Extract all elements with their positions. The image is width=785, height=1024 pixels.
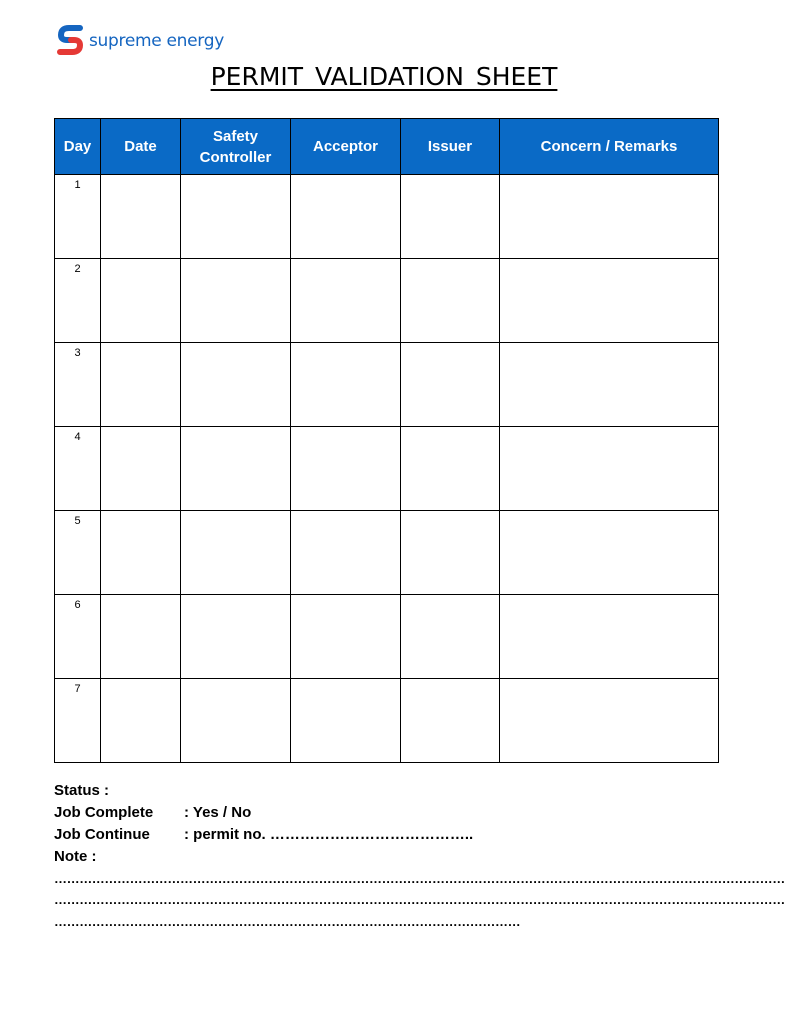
- company-logo: [53, 22, 224, 58]
- safety-controller-cell[interactable]: [181, 259, 291, 343]
- acceptor-cell[interactable]: [291, 595, 401, 679]
- issuer-cell[interactable]: [401, 679, 500, 763]
- table-header-row: [55, 119, 719, 175]
- date-cell[interactable]: [101, 343, 181, 427]
- acceptor-cell[interactable]: [291, 259, 401, 343]
- day-number-cell: 1: [55, 175, 101, 259]
- safety-controller-cell[interactable]: [181, 595, 291, 679]
- table-row: [55, 679, 719, 763]
- table-row: [55, 427, 719, 511]
- day-number-cell: 2: [55, 259, 101, 343]
- table-row: [55, 595, 719, 679]
- permit-validation-table: [54, 118, 719, 763]
- issuer-cell[interactable]: [401, 175, 500, 259]
- acceptor-cell[interactable]: [291, 343, 401, 427]
- column-header-concern-remarks: Concern / Remarks: [500, 119, 719, 175]
- safety-controller-cell[interactable]: [181, 343, 291, 427]
- note-line-2[interactable]: …………………………………………………………………………………………………………………………………………………………: [54, 892, 785, 907]
- day-number-cell: 3: [55, 343, 101, 427]
- date-cell[interactable]: [101, 175, 181, 259]
- job-continue-label: Job Continue: [54, 826, 150, 843]
- acceptor-cell[interactable]: [291, 679, 401, 763]
- date-cell[interactable]: [101, 511, 181, 595]
- remarks-cell[interactable]: [500, 595, 719, 679]
- issuer-cell[interactable]: [401, 427, 500, 511]
- table-row: [55, 259, 719, 343]
- table-row: [55, 343, 719, 427]
- column-header-day: Day: [55, 119, 101, 175]
- issuer-cell[interactable]: [401, 343, 500, 427]
- remarks-cell[interactable]: [500, 175, 719, 259]
- table-row: [55, 511, 719, 595]
- remarks-cell[interactable]: [500, 679, 719, 763]
- column-header-safety-controller: Safety Controller: [181, 119, 291, 175]
- safety-controller-cell[interactable]: [181, 679, 291, 763]
- note-line-1[interactable]: …………………………………………………………………………………………………………………………………………………………: [54, 871, 785, 886]
- issuer-cell[interactable]: [401, 595, 500, 679]
- job-continue-value: : permit no. …………………………………..: [184, 826, 474, 843]
- page-title: PERMIT VALIDATION SHEET: [210, 62, 558, 91]
- remarks-cell[interactable]: [500, 427, 719, 511]
- date-cell[interactable]: [101, 679, 181, 763]
- day-number-cell: 4: [55, 427, 101, 511]
- date-cell[interactable]: [101, 259, 181, 343]
- brand-name: supreme energy: [89, 31, 224, 51]
- remarks-cell[interactable]: [500, 259, 719, 343]
- day-number-cell: 5: [55, 511, 101, 595]
- date-cell[interactable]: [101, 595, 181, 679]
- day-number-cell: 7: [55, 679, 101, 763]
- acceptor-cell[interactable]: [291, 511, 401, 595]
- note-line-3[interactable]: …………………………………………………………………………………………………: [54, 914, 521, 929]
- column-header-date: Date: [101, 119, 181, 175]
- remarks-cell[interactable]: [500, 511, 719, 595]
- safety-controller-cell[interactable]: [181, 427, 291, 511]
- column-header-acceptor: Acceptor: [291, 119, 401, 175]
- supreme-energy-logo-icon: [53, 22, 87, 58]
- remarks-cell[interactable]: [500, 343, 719, 427]
- status-heading: Status :: [54, 782, 110, 799]
- job-continue-line: [54, 824, 473, 846]
- job-complete-value: : Yes / No: [184, 804, 252, 821]
- safety-controller-cell[interactable]: [181, 511, 291, 595]
- note-label: Note :: [54, 848, 97, 865]
- safety-controller-cell[interactable]: [181, 175, 291, 259]
- date-cell[interactable]: [101, 427, 181, 511]
- status-section: [54, 780, 473, 868]
- day-number-cell: 6: [55, 595, 101, 679]
- acceptor-cell[interactable]: [291, 427, 401, 511]
- acceptor-cell[interactable]: [291, 175, 401, 259]
- job-complete-label: Job Complete: [54, 804, 154, 821]
- job-complete-line: [54, 802, 473, 824]
- issuer-cell[interactable]: [401, 259, 500, 343]
- issuer-cell[interactable]: [401, 511, 500, 595]
- column-header-issuer: Issuer: [401, 119, 500, 175]
- table-row: [55, 175, 719, 259]
